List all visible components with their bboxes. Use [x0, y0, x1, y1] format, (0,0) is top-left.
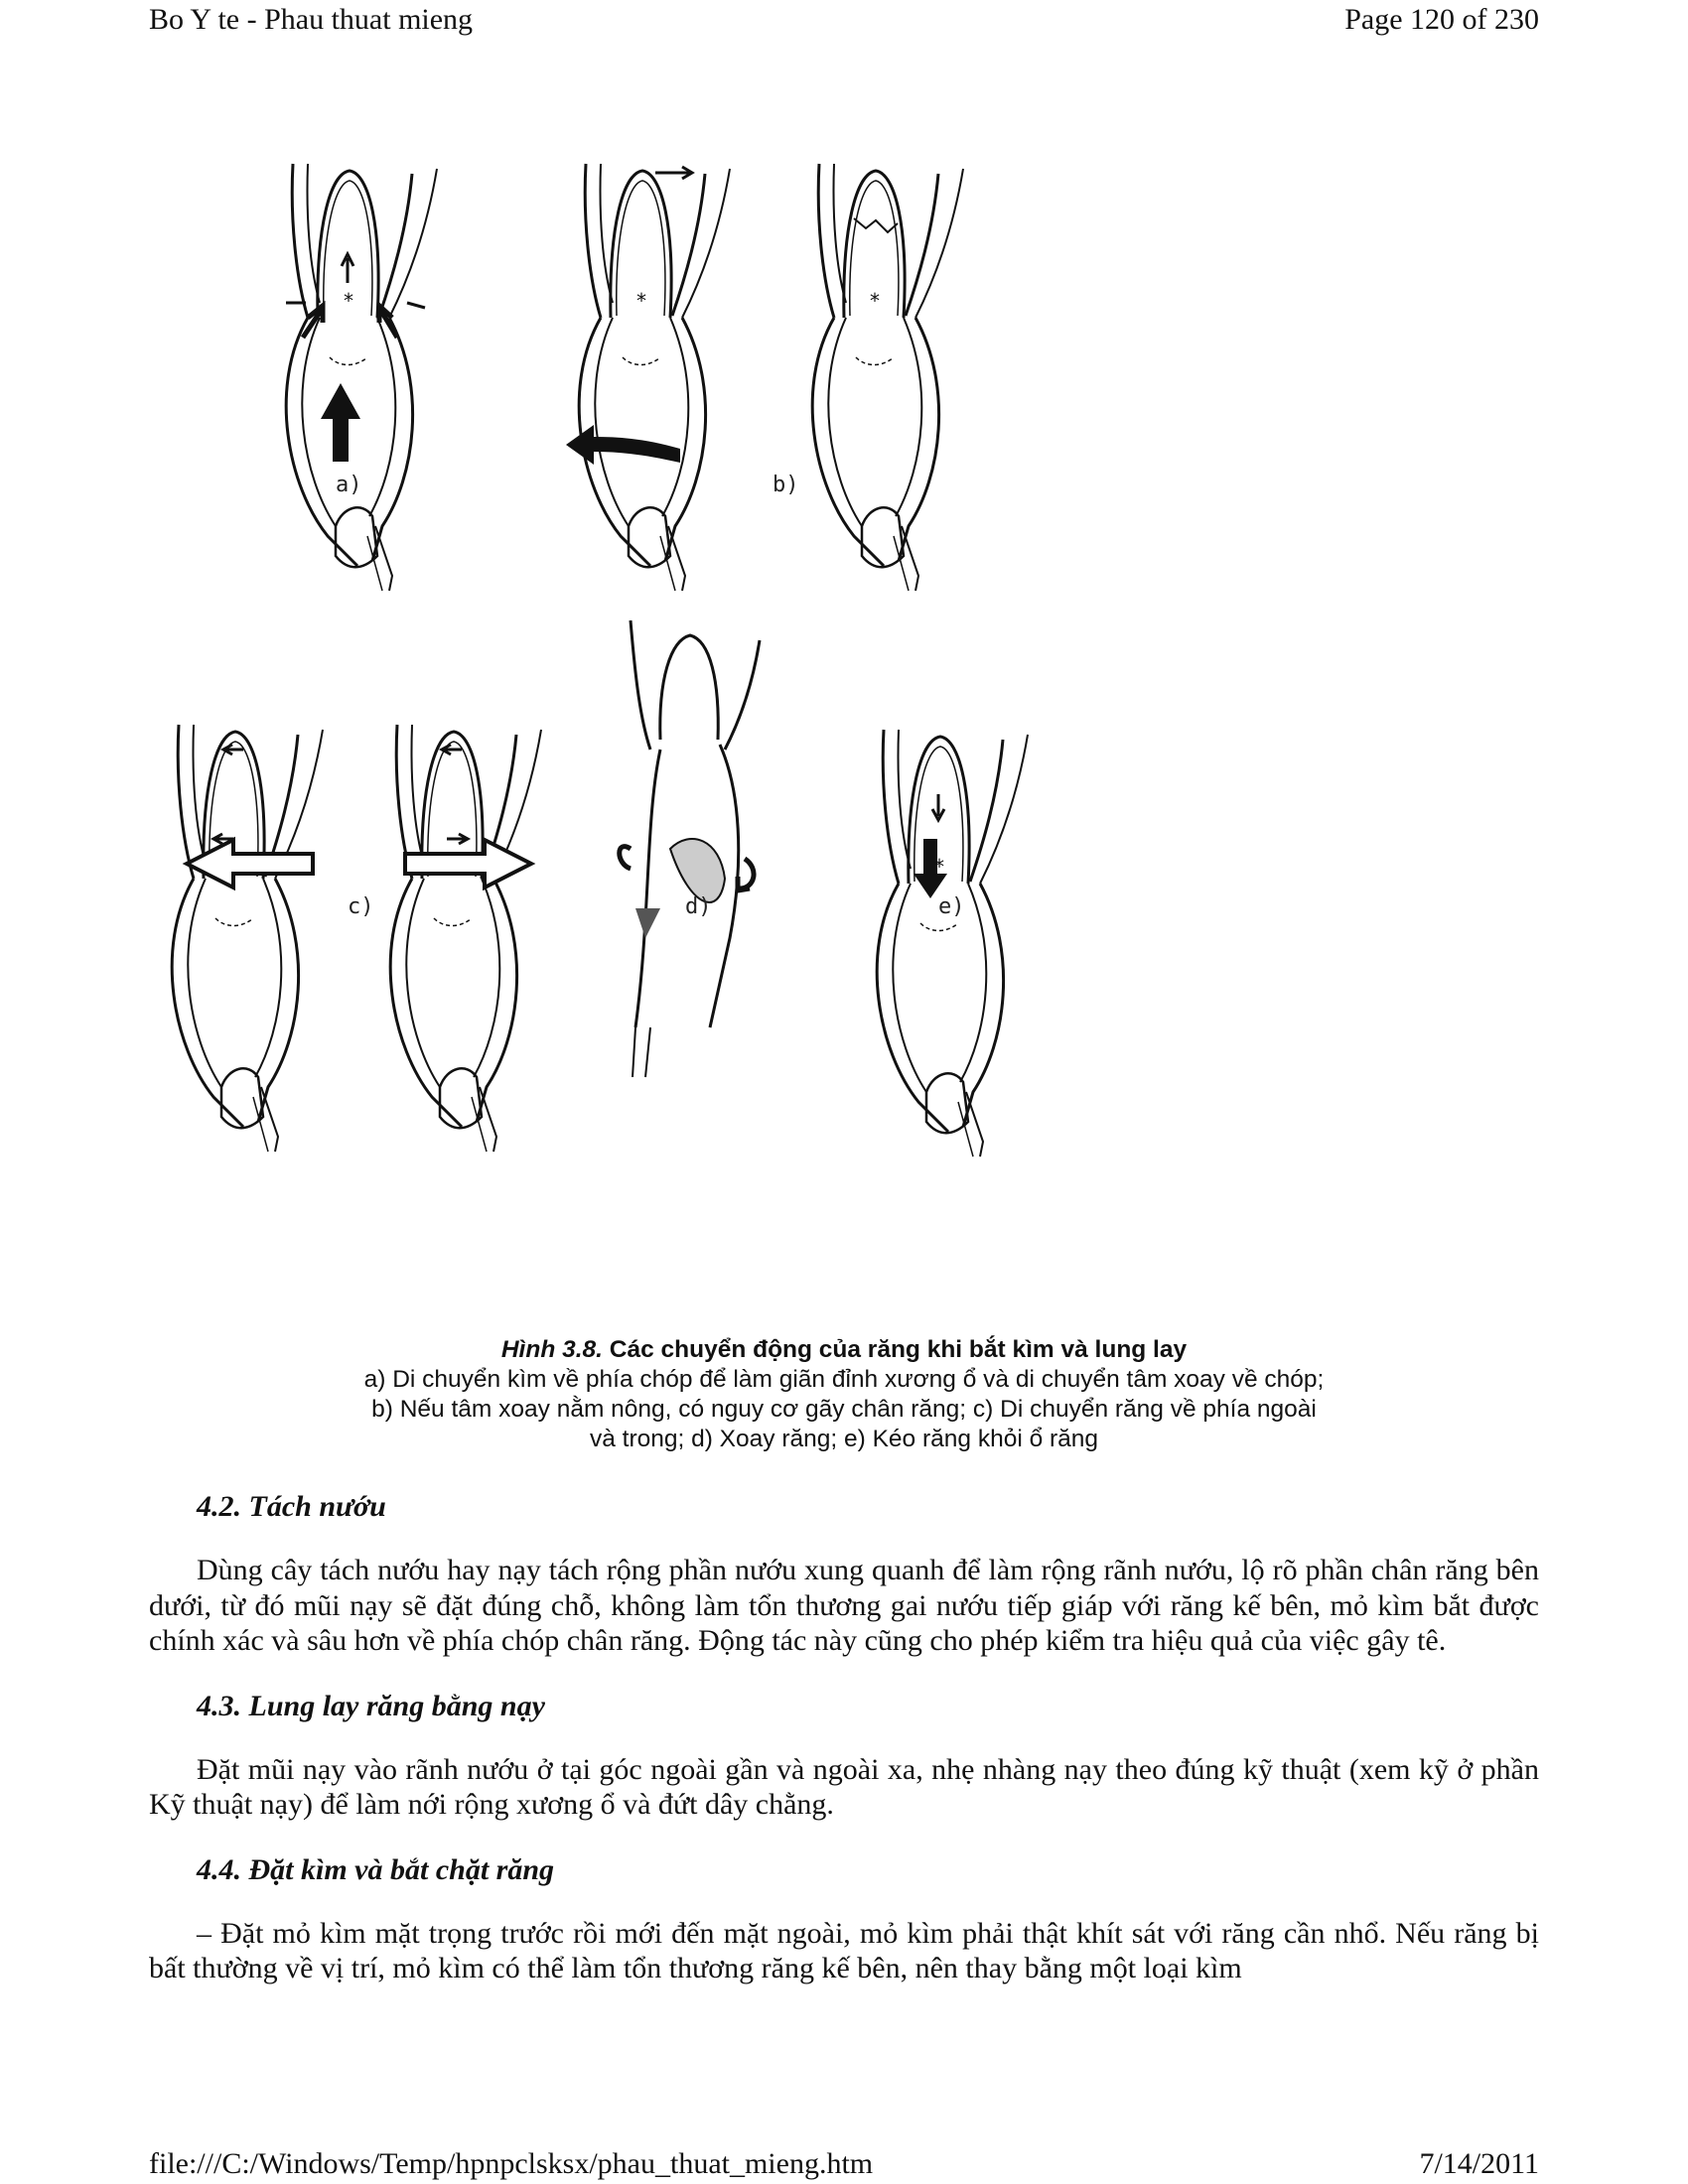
arrow-curved-left-icon [566, 425, 680, 465]
panel-label-a: a) [336, 473, 362, 497]
caption-title [218, 1335, 1470, 1365]
section-heading: 4.3. Lung lay răng bằng nạy [197, 1689, 545, 1722]
figure-panel-a [286, 164, 437, 591]
page-header-title: Bo Y te - Phau thuat mieng [149, 3, 474, 36]
figure-caption [218, 1335, 1470, 1454]
caption-title-text: Các chuyển động của răng khi bắt kìm và lung lay [602, 1336, 1188, 1363]
section-paragraph: Đặt mũi nạy vào rãnh nướu ở tại góc ngoài gần và ngoài xa, nhẹ nhàng nạy theo đúng kỹ thuật (xem kỹ ở phần Kỹ thuật nạy) để làm nới rộng xương ổ và đứt dây chằng. [149, 1752, 1539, 1821]
panel-label-c: c) [348, 894, 374, 919]
panel-label-d: d) [685, 894, 712, 919]
section-heading: 4.4. Đặt kìm và bắt chặt răng [197, 1852, 555, 1886]
page-header-number: Page 120 of 230 [1344, 3, 1539, 36]
figure-panel-b [579, 164, 730, 591]
caption-line-1: a) Di chuyển kìm về phía chóp để làm giãn đỉnh xương ổ và di chuyển tâm xoay về chóp; [363, 1366, 1325, 1393]
figure-panel-e [877, 730, 1028, 1157]
section-paragraph: – Đặt mỏ kìm mặt trọng trước rồi mới đến mặt ngoài, mỏ kìm phải thật khít sát với răng cần nhổ. Nếu răng bị bất thường về vị trí, mỏ kìm có thể làm tổn thương răng kế bên, nên thay bằng một loại kìm [149, 1916, 1539, 1984]
caption-line-2: b) Nếu tâm xoay nằm nông, có nguy cơ gãy chân răng; c) Di chuyển răng về phía ngoài [371, 1396, 1317, 1423]
tooth-movement-figure: * a) b) c) d) e) [228, 149, 1460, 1300]
page-content [149, 1489, 1539, 2016]
figure-panel-b-fracture [812, 164, 963, 591]
figure-panel-c-left [172, 725, 323, 1152]
figure-panel-c-right [390, 725, 541, 1152]
panel-label-e: e) [938, 894, 965, 919]
page-footer-date: 7/14/2011 [1419, 2147, 1539, 2180]
caption-number: Hình 3.8. [500, 1336, 603, 1363]
panel-label-b: b) [773, 473, 799, 497]
page-footer-path: file:///C:/Windows/Temp/hpnpclsksx/phau_thuat_mieng.htm [149, 2147, 874, 2180]
section-heading: 4.2. Tách nướu [197, 1490, 386, 1523]
figure-panel-d [620, 620, 760, 1077]
caption-line-3: và trong; d) Xoay răng; e) Kéo răng khỏi ổ răng [589, 1426, 1099, 1452]
arrow-up-icon [321, 383, 360, 462]
section-paragraph: Dùng cây tách nướu hay nạy tách rộng phần nướu xung quanh để làm rộng rãnh nướu, lộ rõ phần chân răng bên dưới, từ đó mũi nạy sẽ đặt đúng chỗ, không làm tổn thương gai nướu tiếp giáp với răng kế bên, mỏ kìm bắt được chính xác và sâu hơn về phía chóp chân răng. Động tác này cũng cho phép kiểm tra hiệu quả của việc gây tê. [149, 1554, 1539, 1657]
